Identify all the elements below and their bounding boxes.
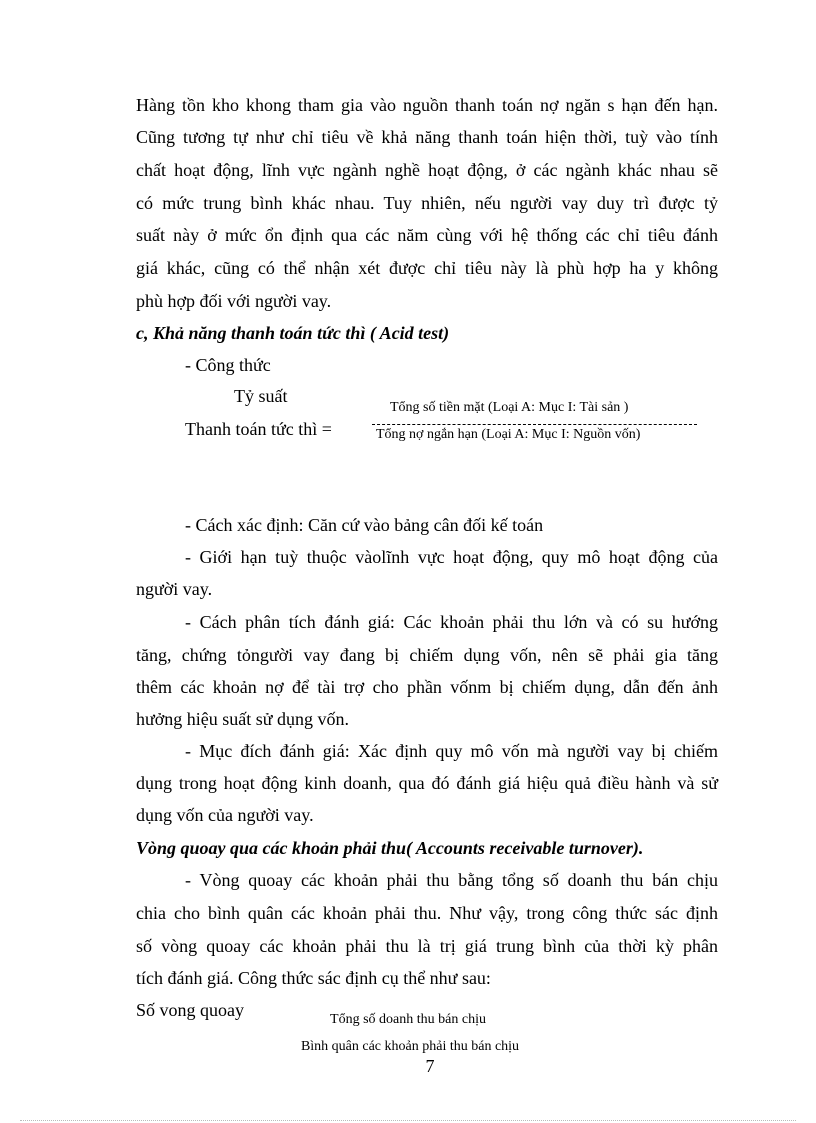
paragraph-line: số vòng quoay các khoản phải thu là trị giá trung bình của thời kỳ phân	[136, 936, 718, 956]
section-heading-acid-test: c, Khả năng thanh toán tức thì ( Acid test)	[136, 323, 450, 343]
paragraph-line: hưởng hiệu suất sử dụng vốn.	[136, 709, 350, 729]
paragraph-line: - Cách xác định: Căn cứ vào bảng cân đối kế toán	[185, 515, 544, 535]
fraction-line	[372, 424, 697, 425]
ratio-label-bottom: Thanh toán tức thì =	[185, 419, 332, 439]
paragraph-line: phù hợp đối với người vay.	[136, 291, 332, 311]
formula2-denominator: Bình quân các khoản phải thu bán chịu	[300, 1039, 520, 1054]
paragraph-line: Hàng tồn kho khong tham gia vào nguồn thanh toán nợ ngăn s hạn đến hạn.	[136, 95, 718, 115]
formula2-label: Số vong quoay	[136, 1000, 244, 1020]
paragraph-line: - Vòng quoay các khoản phải thu bằng tổng số doanh thu bán chịu	[185, 870, 718, 890]
formula2-numerator: Tổng số doanh thu bán chịu	[330, 1012, 486, 1027]
paragraph-line: chất hoạt động, lĩnh vực ngành nghề hoạt động, ở các ngành khác nhau sẽ	[136, 160, 718, 180]
paragraph-line: có mức trung bình khác nhau. Tuy nhiên, nếu người vay duy trì được tỷ	[136, 193, 718, 213]
section-heading-turnover: Vòng quoay qua các khoản phải thu( Accounts receivable turnover).	[136, 838, 644, 858]
paragraph-line: - Mục đích đánh giá: Xác định quy mô vốn mà người vay bị chiếm	[185, 741, 718, 761]
paragraph-line: giá khác, cũng có thể nhận xét được chỉ tiêu này là phù hợp ha y không	[136, 258, 718, 278]
paragraph-line: Cũng tương tự như chỉ tiêu về khả năng thanh toán hiện thời, tuỳ vào tính	[136, 127, 718, 147]
paragraph-line: người vay.	[136, 579, 213, 599]
paragraph-line: tăng, chứng tỏngười vay đang bị chiếm dụng vốn, nên sẽ phải gia tăng	[136, 645, 718, 665]
paragraph-line: dụng trong hoạt động kinh doanh, qua đó đánh giá hiệu quả điều hành và sử	[136, 773, 718, 793]
paragraph-line: - Cách phân tích đánh giá: Các khoản phải thu lớn và có su hướng	[185, 612, 718, 632]
paragraph-line: - Giới hạn tuỳ thuộc vàolĩnh vực hoạt động, quy mô hoạt động của	[185, 547, 718, 567]
paragraph-line: suất này ở mức ổn định qua các năm cùng với hệ thống các chỉ tiêu đánh	[136, 225, 718, 245]
page-bottom-border	[20, 1120, 796, 1121]
page-number: 7	[425, 1056, 435, 1076]
paragraph-line: tích đánh giá. Công thức sác định cụ thể như sau:	[136, 968, 491, 988]
ratio-label-top: Tỷ suất	[234, 386, 288, 406]
paragraph-line: dụng vốn của người vay.	[136, 805, 314, 825]
paragraph-line: thêm các khoản nợ để tài trợ cho phần vốnm bị chiếm dụng, dẫn đến ảnh	[136, 677, 718, 697]
formula-numerator: Tổng số tiền mặt (Loại A: Mục I: Tài sản )	[390, 400, 629, 415]
formula-label: - Công thức	[185, 355, 271, 375]
paragraph-line: chia cho bình quân các khoản phải thu. Như vậy, trong công thức sác định	[136, 903, 718, 923]
formula-denominator: Tổng nợ ngắn hạn (Loại A: Mục I: Nguồn vốn)	[376, 427, 641, 442]
